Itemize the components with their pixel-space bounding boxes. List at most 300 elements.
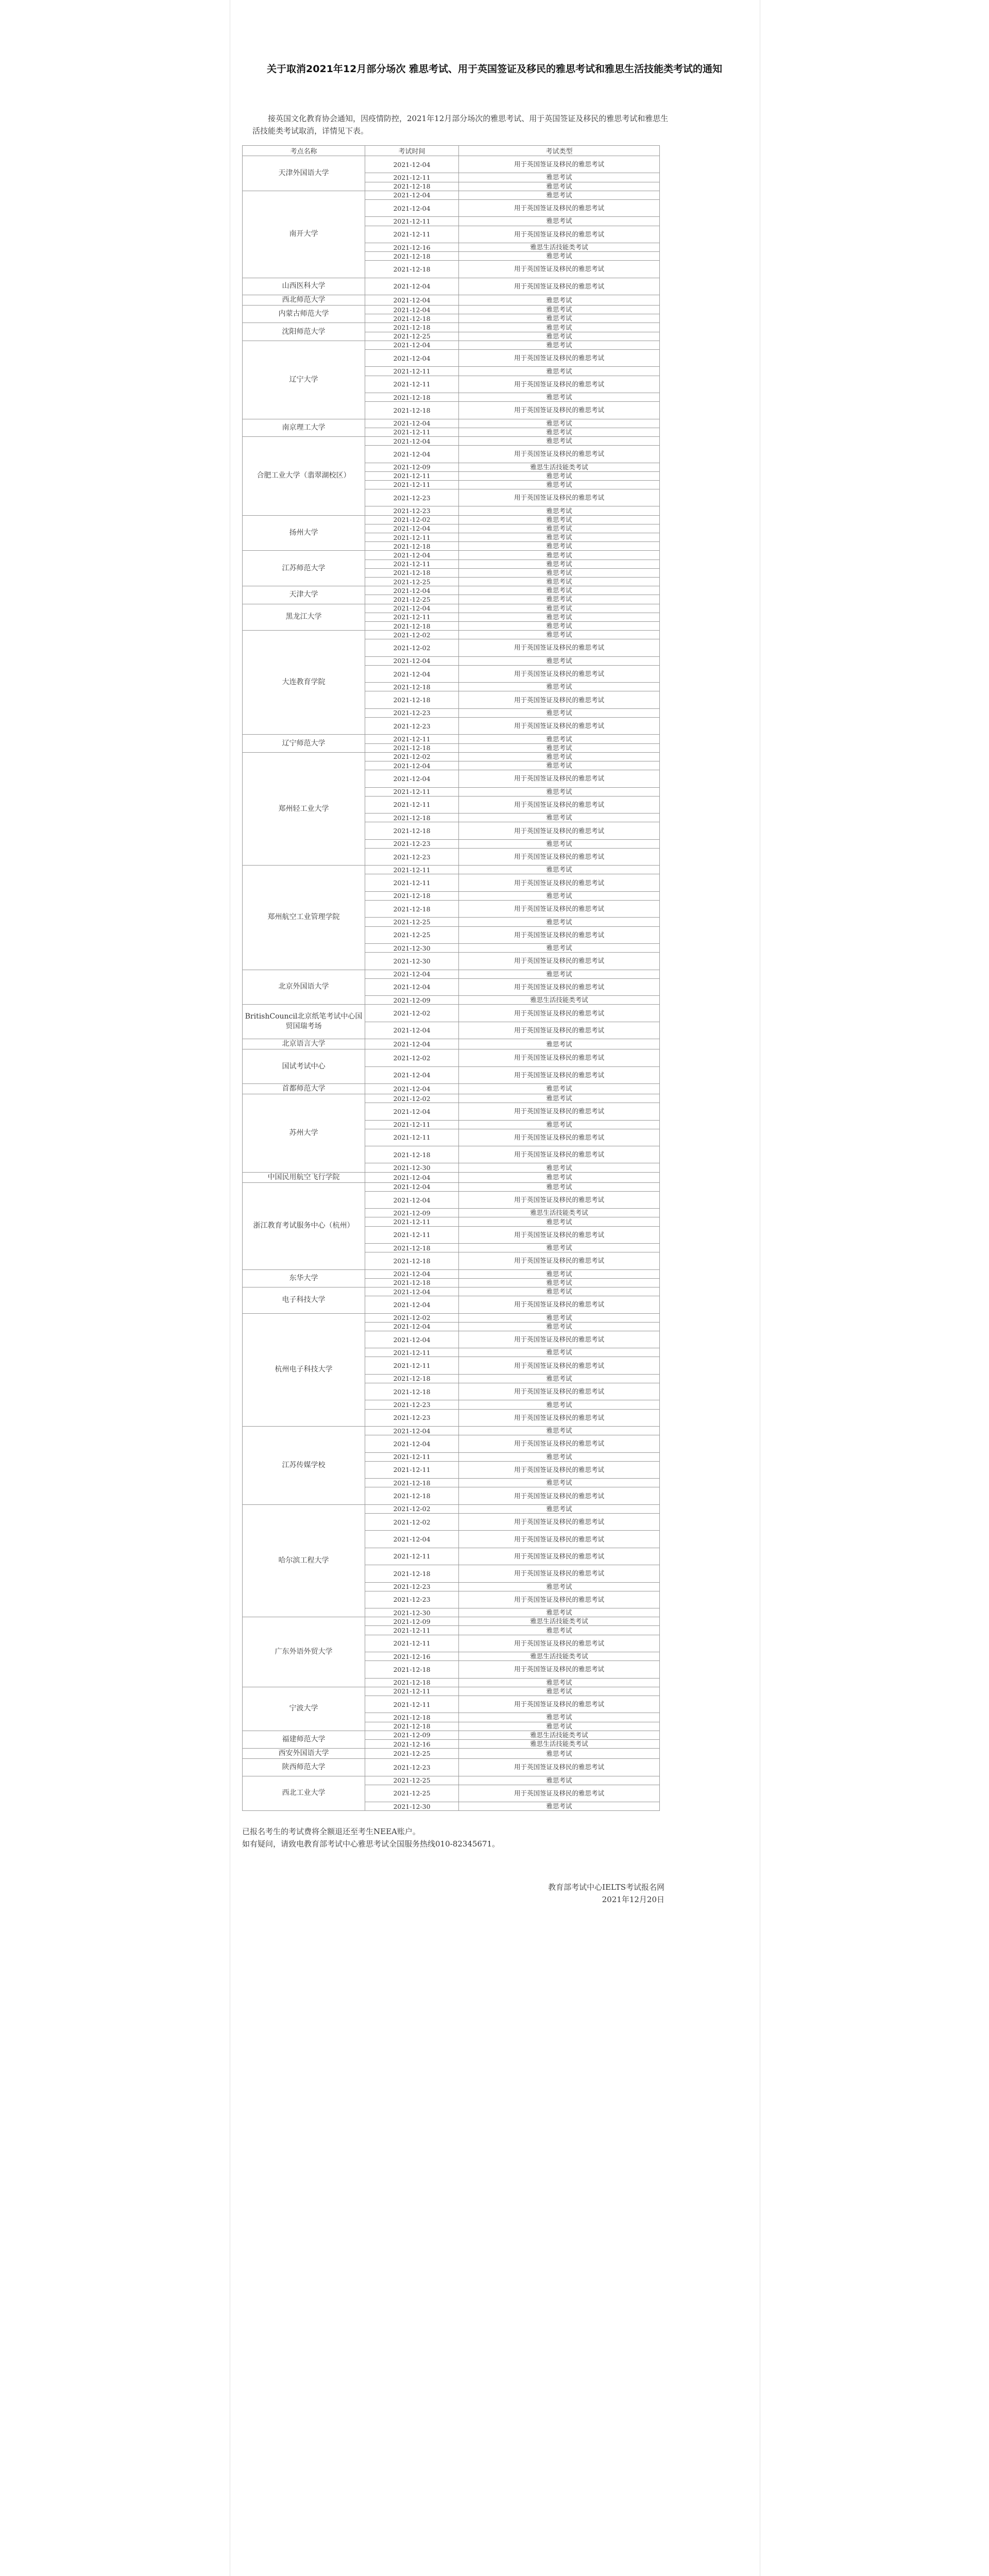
exam-type-cell: 用于英国签证及移民的雅思考试: [459, 1103, 660, 1120]
exam-type-cell: 雅思考试: [459, 595, 660, 604]
exam-date-cell: 2021-12-25: [365, 577, 459, 586]
exam-date-cell: 2021-12-18: [365, 393, 459, 401]
exam-date-cell: 2021-12-18: [365, 252, 459, 261]
table-row: [243, 1039, 660, 1049]
exam-date-cell: 2021-12-04: [365, 1103, 459, 1120]
exam-date-cell: 2021-12-30: [365, 1608, 459, 1617]
exam-type-cell: 雅思考试: [459, 436, 660, 445]
exam-type-cell: 雅思考试: [459, 1626, 660, 1635]
table-row: [243, 551, 660, 560]
exam-date-cell: 2021-12-30: [365, 944, 459, 953]
table-row: [243, 1094, 660, 1103]
exam-date-cell: 2021-12-18: [365, 402, 459, 419]
exam-type-cell: 用于英国签证及移民的雅思考试: [459, 1191, 660, 1208]
exam-type-cell: 雅思考试: [459, 1163, 660, 1172]
table-row: [243, 970, 660, 978]
exam-type-cell: 用于英国签证及移民的雅思考试: [459, 1049, 660, 1066]
exam-type-cell: 雅思生活技能类考试: [459, 996, 660, 1005]
exam-type-cell: 雅思考试: [459, 1313, 660, 1322]
note-refund: 已报名考生的考试费将全额退还至考生NEEA账户。: [242, 1827, 420, 1836]
center-name-cell: 南开大学: [243, 191, 365, 278]
exam-type-cell: 雅思考试: [459, 1776, 660, 1785]
exam-date-cell: 2021-12-02: [365, 752, 459, 761]
exam-date-cell: 2021-12-04: [365, 436, 459, 445]
exam-date-cell: 2021-12-04: [365, 295, 459, 306]
exam-type-cell: 雅思考试: [459, 1452, 660, 1461]
exam-date-cell: 2021-12-04: [365, 306, 459, 314]
exam-type-cell: 雅思考试: [459, 1678, 660, 1687]
exam-date-cell: 2021-12-18: [365, 1678, 459, 1687]
exam-date-cell: 2021-12-09: [365, 463, 459, 471]
exam-type-cell: 雅思考试: [459, 577, 660, 586]
exam-type-cell: 雅思考试: [459, 1749, 660, 1759]
exam-type-cell: 雅思考试: [459, 341, 660, 349]
exam-type-cell: 用于英国签证及移民的雅思考试: [459, 822, 660, 839]
exam-type-cell: 用于英国签证及移民的雅思考试: [459, 1022, 660, 1039]
exam-type-cell: 用于英国签证及移民的雅思考试: [459, 199, 660, 216]
header-type: 考试类型: [459, 146, 660, 156]
exam-type-cell: 用于英国签证及移民的雅思考试: [459, 1129, 660, 1146]
exam-type-cell: 用于英国签证及移民的雅思考试: [459, 1357, 660, 1374]
exam-date-cell: 2021-12-02: [365, 1513, 459, 1530]
exam-type-cell: 雅思考试: [459, 524, 660, 533]
exam-date-cell: 2021-12-23: [365, 1400, 459, 1409]
exam-date-cell: 2021-12-23: [365, 1759, 459, 1776]
center-name-cell: 天津外国语大学: [243, 156, 365, 191]
exam-type-cell: 雅思生活技能类考试: [459, 1739, 660, 1748]
header-center: 考点名称: [243, 146, 365, 156]
exam-type-cell: 雅思考试: [459, 918, 660, 926]
header-date: 考试时间: [365, 146, 459, 156]
table-row: [243, 323, 660, 332]
table-row: [243, 1182, 660, 1191]
center-name-cell: 南京理工大学: [243, 419, 365, 436]
exam-date-cell: 2021-12-18: [365, 1661, 459, 1678]
exam-date-cell: 2021-12-11: [365, 1635, 459, 1652]
exam-date-cell: 2021-12-11: [365, 480, 459, 489]
exam-type-cell: 雅思考试: [459, 1322, 660, 1331]
note-hotline: 如有疑问，请致电教育部考试中心雅思考试全国服务热线010-82345671。: [242, 1839, 500, 1849]
exam-type-cell: 雅思考试: [459, 708, 660, 717]
table-row: [243, 419, 660, 428]
exam-type-cell: 用于英国签证及移民的雅思考试: [459, 718, 660, 735]
exam-date-cell: 2021-12-04: [365, 761, 459, 770]
exam-date-cell: 2021-12-04: [365, 1083, 459, 1094]
exam-date-cell: 2021-12-18: [365, 1383, 459, 1400]
exam-date-cell: 2021-12-18: [365, 1374, 459, 1383]
exam-type-cell: 雅思考试: [459, 752, 660, 761]
exam-type-cell: 雅思考试: [459, 314, 660, 323]
exam-date-cell: 2021-12-09: [365, 996, 459, 1005]
exam-type-cell: 雅思考试: [459, 1039, 660, 1049]
table-row: [243, 631, 660, 639]
exam-date-cell: 2021-12-11: [365, 428, 459, 436]
exam-date-cell: 2021-12-11: [365, 226, 459, 243]
exam-type-cell: 雅思考试: [459, 506, 660, 515]
exam-date-cell: 2021-12-18: [365, 743, 459, 752]
exam-date-cell: 2021-12-11: [365, 1217, 459, 1226]
exam-type-cell: 雅思考试: [459, 656, 660, 665]
exam-date-cell: 2021-12-18: [365, 1252, 459, 1269]
exam-type-cell: 用于英国签证及移民的雅思考试: [459, 1435, 660, 1452]
exam-type-cell: 雅思考试: [459, 1244, 660, 1252]
exam-type-cell: 用于英国签证及移民的雅思考试: [459, 1565, 660, 1582]
exam-date-cell: 2021-12-23: [365, 1582, 459, 1591]
exam-date-cell: 2021-12-18: [365, 1713, 459, 1722]
exam-type-cell: 用于英国签证及移民的雅思考试: [459, 1591, 660, 1608]
exam-type-cell: 雅思考试: [459, 1182, 660, 1191]
exam-date-cell: 2021-12-04: [365, 1427, 459, 1435]
table-row: [243, 1617, 660, 1626]
exam-type-cell: 雅思考试: [459, 1687, 660, 1696]
exam-type-cell: 雅思考试: [459, 1083, 660, 1094]
exam-type-cell: 用于英国签证及移民的雅思考试: [459, 446, 660, 463]
exam-date-cell: 2021-12-16: [365, 243, 459, 251]
exam-date-cell: 2021-12-11: [365, 1452, 459, 1461]
intro-paragraph: 接英国文化教育协会通知，因疫情防控，2021年12月部分场次的雅思考试、用于英国签证及移民的雅思考试和雅思生活技能类考试取消，详情见下表。: [252, 114, 669, 135]
exam-type-cell: 雅思考试: [459, 217, 660, 226]
exam-type-cell: 雅思考试: [459, 1608, 660, 1617]
exam-type-cell: 雅思考试: [459, 182, 660, 191]
exam-type-cell: 用于英国签证及移民的雅思考试: [459, 1461, 660, 1478]
exam-type-cell: 用于英国签证及移民的雅思考试: [459, 278, 660, 295]
center-name-cell: 浙江教育考试服务中心（杭州）: [243, 1182, 365, 1269]
exam-type-cell: 用于英国签证及移民的雅思考试: [459, 665, 660, 682]
center-name-cell: 西北师范大学: [243, 295, 365, 306]
exam-date-cell: 2021-12-11: [365, 787, 459, 796]
exam-date-cell: 2021-12-04: [365, 1322, 459, 1331]
table-row: [243, 1049, 660, 1066]
exam-type-cell: 用于英国签证及移民的雅思考试: [459, 978, 660, 995]
exam-date-cell: 2021-12-04: [365, 1331, 459, 1348]
exam-date-cell: 2021-12-25: [365, 1749, 459, 1759]
exam-type-cell: 用于英国签证及移民的雅思考试: [459, 770, 660, 787]
exam-type-cell: 雅思考试: [459, 631, 660, 639]
center-name-cell: 沈阳师范大学: [243, 323, 365, 341]
center-name-cell: 东华大学: [243, 1269, 365, 1287]
table-row: [243, 1427, 660, 1435]
exam-type-cell: 雅思考试: [459, 604, 660, 613]
exam-type-cell: 雅思考试: [459, 1278, 660, 1287]
exam-date-cell: 2021-12-18: [365, 261, 459, 278]
exam-date-cell: 2021-12-11: [365, 376, 459, 393]
exam-date-cell: 2021-12-04: [365, 665, 459, 682]
cancelled-exams-table: [242, 145, 660, 1811]
center-name-cell: 国试考试中心: [243, 1049, 365, 1084]
exam-date-cell: 2021-12-02: [365, 1313, 459, 1322]
table-row: [243, 1269, 660, 1278]
table-row: [243, 1776, 660, 1785]
exam-date-cell: 2021-12-23: [365, 839, 459, 848]
exam-date-cell: 2021-12-18: [365, 683, 459, 691]
exam-date-cell: 2021-12-04: [365, 1182, 459, 1191]
exam-date-cell: 2021-12-04: [365, 1066, 459, 1083]
exam-date-cell: 2021-12-04: [365, 1435, 459, 1452]
exam-type-cell: 用于英国签证及移民的雅思考试: [459, 901, 660, 918]
center-name-cell: 郑州轻工业大学: [243, 752, 365, 866]
exam-date-cell: 2021-12-18: [365, 1722, 459, 1731]
exam-date-cell: 2021-12-23: [365, 489, 459, 506]
exam-type-cell: 雅思考试: [459, 306, 660, 314]
exam-type-cell: 雅思考试: [459, 1400, 660, 1409]
exam-type-cell: 雅思考试: [459, 542, 660, 551]
exam-date-cell: 2021-12-23: [365, 1409, 459, 1426]
exam-date-cell: 2021-12-11: [365, 471, 459, 480]
exam-date-cell: 2021-12-11: [365, 613, 459, 621]
exam-date-cell: 2021-12-04: [365, 551, 459, 560]
exam-date-cell: 2021-12-04: [365, 199, 459, 216]
table-row: [243, 752, 660, 761]
exam-date-cell: 2021-12-18: [365, 1146, 459, 1163]
exam-type-cell: 雅思考试: [459, 944, 660, 953]
exam-date-cell: 2021-12-11: [365, 874, 459, 891]
exam-date-cell: 2021-12-04: [365, 1022, 459, 1039]
table-row: [243, 156, 660, 173]
center-name-cell: 北京外国语大学: [243, 970, 365, 1005]
exam-type-cell: 雅思考试: [459, 367, 660, 376]
exam-date-cell: 2021-12-18: [365, 314, 459, 323]
exam-type-cell: 雅思考试: [459, 515, 660, 524]
exam-type-cell: 雅思考试: [459, 1479, 660, 1487]
center-name-cell: 大连教育学院: [243, 631, 365, 735]
exam-type-cell: 雅思考试: [459, 173, 660, 182]
exam-date-cell: 2021-12-18: [365, 901, 459, 918]
exam-type-cell: 雅思考试: [459, 1348, 660, 1357]
exam-type-cell: 雅思考试: [459, 1722, 660, 1731]
exam-date-cell: 2021-12-04: [365, 350, 459, 367]
exam-date-cell: 2021-12-04: [365, 604, 459, 613]
exam-date-cell: 2021-12-11: [365, 367, 459, 376]
exam-type-cell: 雅思考试: [459, 471, 660, 480]
exam-date-cell: 2021-12-23: [365, 1591, 459, 1608]
exam-type-cell: 用于英国签证及移民的雅思考试: [459, 1146, 660, 1163]
exam-date-cell: 2021-12-04: [365, 1172, 459, 1182]
exam-date-cell: 2021-12-18: [365, 1487, 459, 1504]
exam-date-cell: 2021-12-04: [365, 656, 459, 665]
exam-type-cell: 雅思考试: [459, 1802, 660, 1811]
exam-type-cell: 雅思考试: [459, 586, 660, 595]
center-name-cell: 辽宁大学: [243, 341, 365, 419]
exam-date-cell: 2021-12-18: [365, 691, 459, 708]
exam-type-cell: 雅思考试: [459, 191, 660, 199]
exam-date-cell: 2021-12-11: [365, 1548, 459, 1565]
exam-type-cell: 用于英国签证及移民的雅思考试: [459, 1005, 660, 1022]
exam-type-cell: 用于英国签证及移民的雅思考试: [459, 1226, 660, 1243]
exam-date-cell: 2021-12-11: [365, 560, 459, 568]
exam-date-cell: 2021-12-11: [365, 1348, 459, 1357]
exam-type-cell: 雅思考试: [459, 814, 660, 822]
exam-type-cell: 雅思考试: [459, 428, 660, 436]
exam-type-cell: 雅思考试: [459, 560, 660, 568]
exam-type-cell: 用于英国签证及移民的雅思考试: [459, 1331, 660, 1348]
table-row: [243, 436, 660, 445]
exam-date-cell: 2021-12-02: [365, 1005, 459, 1022]
exam-date-cell: 2021-12-30: [365, 953, 459, 970]
exam-date-cell: 2021-12-30: [365, 1802, 459, 1811]
exam-date-cell: 2021-12-23: [365, 506, 459, 515]
exam-type-cell: 雅思考试: [459, 787, 660, 796]
exam-type-cell: 用于英国签证及移民的雅思考试: [459, 1661, 660, 1678]
exam-date-cell: 2021-12-11: [365, 1461, 459, 1478]
exam-date-cell: 2021-12-04: [365, 156, 459, 173]
signature: [515, 1881, 664, 1906]
center-name-cell: 中国民用航空飞行学院: [243, 1172, 365, 1182]
exam-type-cell: 用于英国签证及移民的雅思考试: [459, 1409, 660, 1426]
exam-type-cell: 用于英国签证及移民的雅思考试: [459, 1635, 660, 1652]
exam-date-cell: 2021-12-18: [365, 323, 459, 332]
exam-date-cell: 2021-12-11: [365, 1226, 459, 1243]
exam-date-cell: 2021-12-09: [365, 1617, 459, 1626]
exam-type-cell: 雅思考试: [459, 761, 660, 770]
exam-date-cell: 2021-12-11: [365, 735, 459, 743]
exam-date-cell: 2021-12-16: [365, 1652, 459, 1661]
exam-date-cell: 2021-12-18: [365, 814, 459, 822]
table-row: [243, 1172, 660, 1182]
exam-date-cell: 2021-12-04: [365, 970, 459, 978]
exam-date-cell: 2021-12-25: [365, 332, 459, 341]
exam-type-cell: 雅思考试: [459, 551, 660, 560]
table-row: [243, 191, 660, 199]
exam-type-cell: 雅思生活技能类考试: [459, 243, 660, 251]
exam-date-cell: 2021-12-11: [365, 1696, 459, 1713]
exam-date-cell: 2021-12-11: [365, 1626, 459, 1635]
exam-date-cell: 2021-12-04: [365, 770, 459, 787]
table-row: [243, 1731, 660, 1739]
exam-date-cell: 2021-12-11: [365, 1687, 459, 1696]
exam-type-cell: 雅思考试: [459, 621, 660, 630]
exam-date-cell: 2021-12-23: [365, 848, 459, 865]
exam-type-cell: 雅思考试: [459, 613, 660, 621]
exam-type-cell: 用于英国签证及移民的雅思考试: [459, 376, 660, 393]
table-row: [243, 1687, 660, 1696]
exam-date-cell: 2021-12-16: [365, 1739, 459, 1748]
center-name-cell: 西北工业大学: [243, 1776, 365, 1811]
exam-type-cell: 雅思考试: [459, 323, 660, 332]
exam-type-cell: 用于英国签证及移民的雅思考试: [459, 1252, 660, 1269]
exam-date-cell: 2021-12-25: [365, 595, 459, 604]
notes: [242, 1825, 664, 1850]
exam-type-cell: 用于英国签证及移民的雅思考试: [459, 350, 660, 367]
table-row: [243, 1083, 660, 1094]
table-row: [243, 1749, 660, 1759]
table-body: [243, 156, 660, 1811]
center-name-cell: 苏州大学: [243, 1094, 365, 1172]
center-name-cell: 江苏师范大学: [243, 551, 365, 586]
exam-type-cell: 用于英国签证及移民的雅思考试: [459, 874, 660, 891]
exam-date-cell: 2021-12-11: [365, 173, 459, 182]
center-name-cell: BritishCouncil北京纸笔考试中心国贸国瑞考场: [243, 1005, 365, 1039]
center-name-cell: 陕西师范大学: [243, 1759, 365, 1776]
exam-date-cell: 2021-12-30: [365, 1163, 459, 1172]
exam-type-cell: 雅思考试: [459, 568, 660, 577]
table-row: [243, 604, 660, 613]
exam-date-cell: 2021-12-04: [365, 1287, 459, 1296]
exam-date-cell: 2021-12-25: [365, 918, 459, 926]
exam-type-cell: 用于英国签证及移民的雅思考试: [459, 1759, 660, 1776]
center-name-cell: 电子科技大学: [243, 1287, 365, 1313]
table-row: [243, 1759, 660, 1776]
exam-type-cell: 用于英国签证及移民的雅思考试: [459, 402, 660, 419]
table-row: [243, 1313, 660, 1322]
center-name-cell: 山西医科大学: [243, 278, 365, 295]
exam-date-cell: 2021-12-09: [365, 1209, 459, 1217]
table-row: [243, 295, 660, 306]
exam-type-cell: 用于英国签证及移民的雅思考试: [459, 1383, 660, 1400]
exam-type-cell: 雅思考试: [459, 866, 660, 874]
page-title: 关于取消2021年12月部分场次 雅思考试、用于英国签证及移民的雅思考试和雅思生活技能类考试的通知: [267, 63, 722, 75]
exam-type-cell: 用于英国签证及移民的雅思考试: [459, 848, 660, 865]
exam-date-cell: 2021-12-11: [365, 1357, 459, 1374]
center-name-cell: 西安外国语大学: [243, 1749, 365, 1759]
exam-type-cell: 用于英国签证及移民的雅思考试: [459, 1696, 660, 1713]
table-row: [243, 278, 660, 295]
exam-type-cell: 雅思考试: [459, 1504, 660, 1513]
exam-date-cell: 2021-12-25: [365, 1776, 459, 1785]
exam-type-cell: 用于英国签证及移民的雅思考试: [459, 926, 660, 943]
exam-date-cell: 2021-12-04: [365, 524, 459, 533]
exam-date-cell: 2021-12-09: [365, 1731, 459, 1739]
exam-type-cell: 雅思生活技能类考试: [459, 1731, 660, 1739]
exam-type-cell: 用于英国签证及移民的雅思考试: [459, 489, 660, 506]
exam-date-cell: 2021-12-11: [365, 866, 459, 874]
exam-type-cell: 雅思考试: [459, 970, 660, 978]
table-row: [243, 515, 660, 524]
exam-type-cell: 用于英国签证及移民的雅思考试: [459, 1066, 660, 1083]
exam-date-cell: 2021-12-04: [365, 978, 459, 995]
table-row: [243, 341, 660, 349]
exam-type-cell: 用于英国签证及移民的雅思考试: [459, 1548, 660, 1565]
exam-date-cell: 2021-12-04: [365, 1191, 459, 1208]
exam-date-cell: 2021-12-04: [365, 1039, 459, 1049]
table-row: [243, 1287, 660, 1296]
center-name-cell: 哈尔滨工程大学: [243, 1504, 365, 1617]
exam-date-cell: 2021-12-23: [365, 708, 459, 717]
exam-date-cell: 2021-12-04: [365, 1296, 459, 1313]
exam-type-cell: 雅思生活技能类考试: [459, 463, 660, 471]
exam-type-cell: 雅思考试: [459, 480, 660, 489]
exam-date-cell: 2021-12-25: [365, 926, 459, 943]
center-name-cell: 黑龙江大学: [243, 604, 365, 631]
center-name-cell: 扬州大学: [243, 515, 365, 551]
center-name-cell: 宁波大学: [243, 1687, 365, 1731]
exam-type-cell: 用于英国签证及移民的雅思考试: [459, 639, 660, 656]
table-row: [243, 735, 660, 743]
exam-date-cell: 2021-12-25: [365, 1785, 459, 1802]
center-name-cell: 郑州航空工业管理学院: [243, 866, 365, 970]
exam-date-cell: 2021-12-11: [365, 217, 459, 226]
exam-date-cell: 2021-12-04: [365, 341, 459, 349]
center-name-cell: 北京语言大学: [243, 1039, 365, 1049]
exam-type-cell: 雅思考试: [459, 1287, 660, 1296]
table-row: [243, 586, 660, 595]
exam-type-cell: 用于英国签证及移民的雅思考试: [459, 156, 660, 173]
center-name-cell: 福建师范大学: [243, 1731, 365, 1748]
exam-date-cell: 2021-12-18: [365, 621, 459, 630]
exam-date-cell: 2021-12-04: [365, 446, 459, 463]
center-name-cell: 天津大学: [243, 586, 365, 604]
exam-type-cell: 雅思考试: [459, 891, 660, 900]
exam-type-cell: 雅思生活技能类考试: [459, 1617, 660, 1626]
exam-type-cell: 雅思考试: [459, 1094, 660, 1103]
center-name-cell: 江苏传媒学校: [243, 1427, 365, 1505]
exam-date-cell: 2021-12-02: [365, 639, 459, 656]
exam-type-cell: 雅思考试: [459, 393, 660, 401]
exam-type-cell: 雅思考试: [459, 1374, 660, 1383]
exam-type-cell: 雅思考试: [459, 533, 660, 542]
exam-type-cell: 雅思生活技能类考试: [459, 1652, 660, 1661]
exam-type-cell: 雅思考试: [459, 295, 660, 306]
exam-type-cell: 雅思生活技能类考试: [459, 1209, 660, 1217]
